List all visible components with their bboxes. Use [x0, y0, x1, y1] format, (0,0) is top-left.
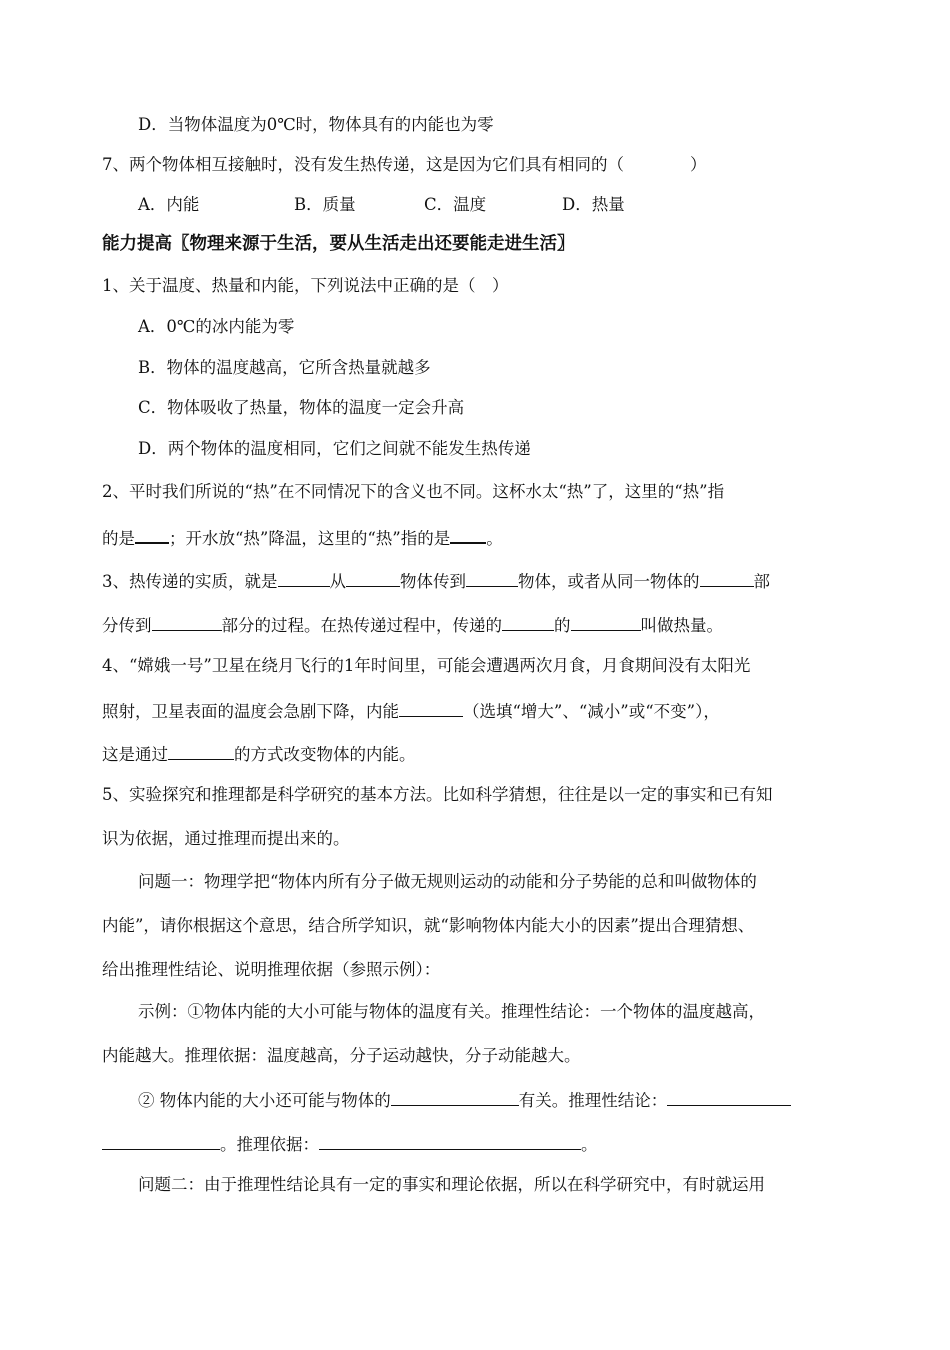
q3-text-e: 部 [753, 572, 770, 591]
q3-line-2 [102, 613, 723, 637]
q5-problem1-line-3: 给出推理性结论、说明推理依据（参照示例）： [102, 960, 441, 979]
q5-line-2: 识为依据，通过推理而提出来的。 [102, 829, 350, 848]
q2-text-a: 的是 [102, 529, 135, 548]
q3-text-b: 从 [329, 572, 346, 591]
q3-text-i: 叫做热量。 [640, 616, 723, 635]
section-heading: 能力提高〖物理来源于生活，要从生活走出还要能走进生活〗 [102, 234, 575, 254]
q3-text-d: 物体，或者从同一物体的 [518, 572, 700, 591]
q2-text-c: 。 [486, 529, 503, 548]
q1-option-a: A．0℃的冰内能为零 [138, 317, 295, 336]
q7-stem: 7、两个物体相互接触时，没有发生热传递，这是因为它们具有相同的（ ） [102, 155, 707, 174]
q3-blank-1[interactable] [278, 569, 330, 587]
q3-blank-7[interactable] [571, 613, 641, 631]
q4-line-1: 4、“嫦娥一号”卫星在绕月飞行的1年时间里，可能会遭遇两次月食，月食期间没有太阳光 [102, 656, 751, 675]
q4-text-a: 照射，卫星表面的温度会急剧下降，内能 [102, 702, 399, 721]
guess2-blank-conclusion[interactable] [667, 1088, 791, 1106]
example-line-2: 内能越大。推理依据：温度越高，分子运动越快，分子动能越大。 [102, 1046, 581, 1065]
guess2-text-b: 有关。推理性结论： [518, 1091, 668, 1110]
q4-text-b: （选填“增大”、“减小”或“不变”）， [463, 702, 720, 721]
q1-option-d: D．两个物体的温度相同，它们之间就不能发生热传递 [138, 439, 531, 458]
guess2-blank-basis[interactable] [319, 1132, 581, 1150]
q3-blank-4[interactable] [700, 569, 754, 587]
q1-stem: 1、关于温度、热量和内能，下列说法中正确的是（ ） [102, 276, 509, 295]
guess2-line-1 [138, 1088, 791, 1112]
q2-line-2 [102, 525, 503, 550]
q3-text-h: 的 [554, 616, 571, 635]
q7-option-b: B．质量 [294, 195, 356, 214]
q7-option-c: C．温度 [424, 195, 487, 214]
q6-option-d: D．当物体温度为0℃时，物体具有的内能也为零 [138, 115, 494, 134]
q4-line-3 [102, 742, 416, 766]
q3-blank-5[interactable] [152, 613, 222, 631]
example-line-1: 示例：①物体内能的大小可能与物体的温度有关。推理性结论：一个物体的温度越高， [138, 1002, 765, 1021]
guess2-text-d: 。 [581, 1135, 598, 1154]
q2-blank-2[interactable] [450, 525, 486, 544]
q4-text-d: 的方式改变物体的内能。 [234, 745, 416, 764]
q3-line-1 [102, 569, 770, 593]
q3-blank-6[interactable] [502, 613, 554, 631]
q1-option-c: C．物体吸收了热量，物体的温度一定会升高 [138, 398, 465, 417]
q3-text-f: 分传到 [102, 616, 152, 635]
q3-blank-3[interactable] [466, 569, 518, 587]
q7-option-d: D．热量 [562, 195, 625, 214]
q1-option-b: B．物体的温度越高，它所含热量就越多 [138, 358, 431, 377]
q3-text-g: 部分的过程。在热传递过程中，传递的 [221, 616, 502, 635]
q5-problem1-line-2: 内能”，请你根据这个意思，结合所学知识，就“影响物体内能大小的因素”提出合理猜想、 [102, 916, 755, 935]
guess2-text-c: 。推理依据： [220, 1135, 319, 1154]
q7-option-a: A．内能 [138, 195, 200, 214]
q2-line-1: 2、平时我们所说的“热”在不同情况下的含义也不同。这杯水太“热”了，这里的“热”指 [102, 482, 725, 501]
q5-problem1-line-1: 问题一：物理学把“物体内所有分子做无规则运动的动能和分子势能的总和叫做物体的 [138, 872, 757, 891]
q4-text-c: 这是通过 [102, 745, 168, 764]
q4-blank-2[interactable] [168, 742, 234, 760]
q5-problem2-line-1: 问题二：由于推理性结论具有一定的事实和理论依据，所以在科学研究中，有时就运用 [138, 1175, 765, 1194]
q3-text-a: 3、热传递的实质，就是 [102, 572, 278, 591]
guess2-line-2 [102, 1132, 598, 1156]
q2-blank-1[interactable] [135, 525, 169, 544]
q3-blank-2[interactable] [346, 569, 400, 587]
q5-line-1: 5、实验探究和推理都是科学研究的基本方法。比如科学猜想，往往是以一定的事实和已有知 [102, 785, 773, 804]
q4-line-2 [102, 699, 720, 723]
q2-text-b: ；开水放“热”降温，这里的“热”指的是 [169, 529, 451, 548]
guess2-blank-conclusion-cont[interactable] [102, 1132, 220, 1150]
guess2-blank-factor[interactable] [391, 1088, 519, 1106]
q4-blank-1[interactable] [399, 699, 463, 717]
q3-text-c: 物体传到 [400, 572, 466, 591]
guess2-text-a: ② 物体内能的大小还可能与物体的 [138, 1091, 391, 1110]
